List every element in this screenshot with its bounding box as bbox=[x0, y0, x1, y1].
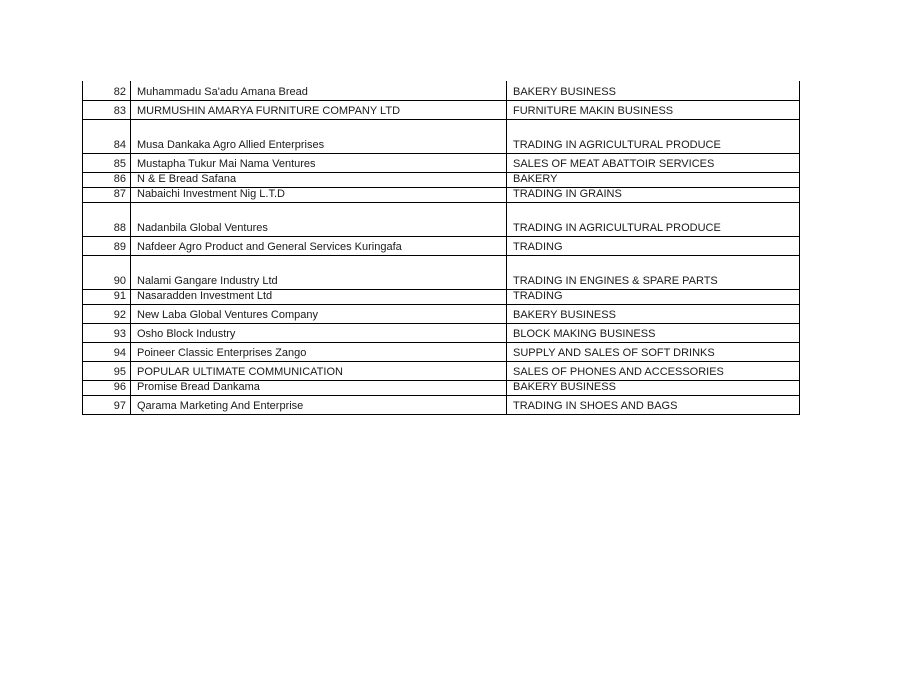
table-row bbox=[83, 324, 800, 343]
business-register-table bbox=[82, 81, 799, 415]
business-name-cell: Mustapha Tukur Mai Nama Ventures bbox=[131, 154, 507, 173]
row-number-cell: 95 bbox=[83, 362, 131, 381]
business-activity-cell: BAKERY BUSINESS bbox=[507, 305, 800, 324]
table-row bbox=[83, 120, 800, 154]
table-row bbox=[83, 362, 800, 381]
row-number-cell: 89 bbox=[83, 237, 131, 256]
table-row bbox=[83, 290, 800, 305]
business-name-cell: Nasaradden Investment Ltd bbox=[131, 290, 507, 305]
table-row bbox=[83, 381, 800, 396]
business-activity-cell: SALES OF MEAT ABATTOIR SERVICES bbox=[507, 154, 800, 173]
business-activity-cell: TRADING bbox=[507, 290, 800, 305]
business-name-cell: Osho Block Industry bbox=[131, 324, 507, 343]
business-name-cell: Nalami Gangare Industry Ltd bbox=[131, 256, 507, 290]
table-row bbox=[83, 305, 800, 324]
business-activity-cell: BLOCK MAKING BUSINESS bbox=[507, 324, 800, 343]
table-row bbox=[83, 256, 800, 290]
business-name-cell: Promise Bread Dankama bbox=[131, 381, 507, 396]
table-row bbox=[83, 237, 800, 256]
business-name-cell: Qarama Marketing And Enterprise bbox=[131, 396, 507, 415]
row-number-cell: 97 bbox=[83, 396, 131, 415]
business-activity-cell: BAKERY BUSINESS bbox=[507, 381, 800, 396]
table-row bbox=[83, 396, 800, 415]
business-name-cell: Nabaichi Investment Nig L.T.D bbox=[131, 188, 507, 203]
business-activity-cell: BAKERY bbox=[507, 173, 800, 188]
business-name-cell: Nafdeer Agro Product and General Services Kuringafa bbox=[131, 237, 507, 256]
business-name-cell: MURMUSHIN AMARYA FURNITURE COMPANY LTD bbox=[131, 101, 507, 120]
business-activity-cell: FURNITURE MAKIN BUSINESS bbox=[507, 101, 800, 120]
business-name-cell: New Laba Global Ventures Company bbox=[131, 305, 507, 324]
table-row bbox=[83, 343, 800, 362]
table-row bbox=[83, 81, 800, 101]
business-activity-cell: TRADING IN SHOES AND BAGS bbox=[507, 396, 800, 415]
row-number-cell: 90 bbox=[83, 256, 131, 290]
table-row bbox=[83, 203, 800, 237]
business-activity-cell: TRADING IN AGRICULTURAL PRODUCE bbox=[507, 203, 800, 237]
business-activity-cell: TRADING IN GRAINS bbox=[507, 188, 800, 203]
business-activity-cell: TRADING bbox=[507, 237, 800, 256]
row-number-cell: 92 bbox=[83, 305, 131, 324]
row-number-cell: 87 bbox=[83, 188, 131, 203]
business-activity-cell: BAKERY BUSINESS bbox=[507, 81, 800, 101]
row-number-cell: 94 bbox=[83, 343, 131, 362]
row-number-cell: 85 bbox=[83, 154, 131, 173]
row-number-cell: 86 bbox=[83, 173, 131, 188]
business-name-cell: POPULAR ULTIMATE COMMUNICATION bbox=[131, 362, 507, 381]
business-name-cell: Musa Dankaka Agro Allied Enterprises bbox=[131, 120, 507, 154]
table-body bbox=[83, 81, 800, 415]
business-name-cell: Muhammadu Sa'adu Amana Bread bbox=[131, 81, 507, 101]
row-number-cell: 96 bbox=[83, 381, 131, 396]
row-number-cell: 83 bbox=[83, 101, 131, 120]
row-number-cell: 84 bbox=[83, 120, 131, 154]
row-number-cell: 93 bbox=[83, 324, 131, 343]
table-row bbox=[83, 173, 800, 188]
business-activity-cell: TRADING IN ENGINES & SPARE PARTS bbox=[507, 256, 800, 290]
row-number-cell: 82 bbox=[83, 81, 131, 101]
table-row bbox=[83, 188, 800, 203]
business-activity-cell: SUPPLY AND SALES OF SOFT DRINKS bbox=[507, 343, 800, 362]
row-number-cell: 88 bbox=[83, 203, 131, 237]
table-row bbox=[83, 101, 800, 120]
table-row bbox=[83, 154, 800, 173]
business-name-cell: Poineer Classic Enterprises Zango bbox=[131, 343, 507, 362]
row-number-cell: 91 bbox=[83, 290, 131, 305]
business-name-cell: N & E Bread Safana bbox=[131, 173, 507, 188]
business-name-cell: Nadanbila Global Ventures bbox=[131, 203, 507, 237]
business-activity-cell: TRADING IN AGRICULTURAL PRODUCE bbox=[507, 120, 800, 154]
business-activity-cell: SALES OF PHONES AND ACCESSORIES bbox=[507, 362, 800, 381]
